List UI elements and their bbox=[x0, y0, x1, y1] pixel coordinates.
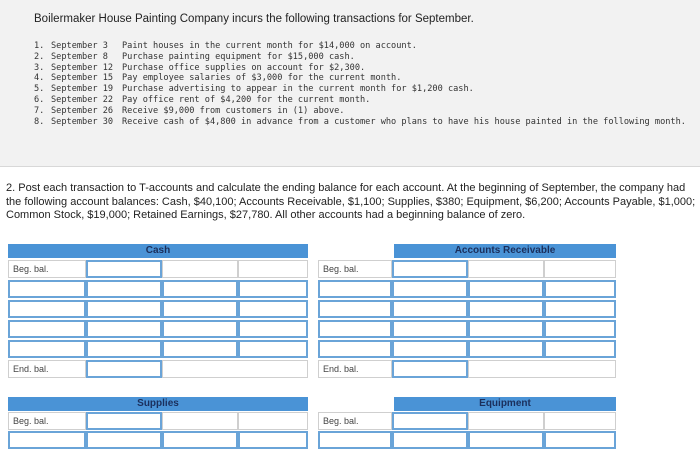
transaction-item bbox=[34, 106, 697, 117]
transaction-number: 5. bbox=[34, 84, 45, 95]
equipment-row-debit-input[interactable] bbox=[392, 431, 468, 449]
ar-entry-input[interactable] bbox=[468, 300, 544, 318]
transaction-date: September 26 bbox=[51, 105, 114, 116]
ar-entry-input[interactable] bbox=[392, 320, 468, 338]
ar-entry-input[interactable] bbox=[544, 340, 616, 358]
cash-entry-input[interactable] bbox=[8, 280, 86, 298]
transaction-text: Purchase advertising to appear in the current month for $1,200 cash. bbox=[122, 84, 474, 95]
ar-beg-credit-cell bbox=[468, 260, 544, 278]
cash-entry-input[interactable] bbox=[162, 320, 238, 338]
transaction-item bbox=[34, 52, 697, 63]
equipment-beg-credit-cell bbox=[468, 412, 544, 430]
ar-beg-debit-input[interactable] bbox=[392, 260, 468, 278]
supplies-row-debit-input[interactable] bbox=[86, 431, 162, 449]
ar-entry-input[interactable] bbox=[468, 340, 544, 358]
ar-entry-input[interactable] bbox=[392, 300, 468, 318]
ar-entry-input[interactable] bbox=[468, 280, 544, 298]
t-account-accounts-receivable bbox=[318, 244, 616, 380]
transaction-date: September 8 bbox=[51, 51, 108, 62]
ar-beg-right-cell bbox=[544, 260, 616, 278]
problem-intro: Boilermaker House Painting Company incurs the following transactions for September. bbox=[34, 13, 474, 25]
cash-entry-input[interactable] bbox=[162, 300, 238, 318]
t-account-header-equipment: Equipment bbox=[394, 397, 616, 411]
ar-entry-input[interactable] bbox=[318, 280, 392, 298]
transaction-text: Pay employee salaries of $3,000 for the current month. bbox=[122, 73, 402, 84]
cash-beg-label-cell bbox=[8, 260, 86, 278]
transaction-text: Receive cash of $4,800 in advance from a customer who plans to have his house painted in the following month. bbox=[122, 116, 686, 127]
cash-entry-input[interactable] bbox=[238, 340, 308, 358]
cash-entry-input[interactable] bbox=[162, 280, 238, 298]
cash-entry-input[interactable] bbox=[86, 300, 162, 318]
transaction-text: Paint houses in the current month for $14,000 on account. bbox=[122, 41, 417, 51]
cash-beg-label: Beg. bal. bbox=[13, 264, 49, 274]
ar-entry-input[interactable] bbox=[392, 340, 468, 358]
ar-entry-input[interactable] bbox=[544, 300, 616, 318]
transaction-item bbox=[34, 41, 697, 52]
cash-entry-input[interactable] bbox=[86, 320, 162, 338]
cash-entry-input[interactable] bbox=[8, 340, 86, 358]
t-account-equipment bbox=[318, 397, 616, 450]
transaction-date: September 12 bbox=[51, 62, 114, 73]
equipment-beg-label-cell bbox=[318, 412, 392, 430]
transaction-date: September 30 bbox=[51, 116, 114, 127]
equipment-row-right-input[interactable] bbox=[544, 431, 616, 449]
ar-entry-input[interactable] bbox=[318, 300, 392, 318]
cash-entry-input[interactable] bbox=[86, 340, 162, 358]
transaction-item bbox=[34, 63, 697, 74]
cash-end-input[interactable] bbox=[86, 360, 162, 378]
ar-entry-input[interactable] bbox=[544, 280, 616, 298]
transaction-text: Pay office rent of $4,200 for the current month. bbox=[122, 94, 371, 105]
cash-entry-input[interactable] bbox=[162, 340, 238, 358]
equipment-row-credit-input[interactable] bbox=[468, 431, 544, 449]
transaction-text: Purchase painting equipment for $15,000 cash. bbox=[122, 51, 355, 62]
question-2-text: 2. Post each transaction to T-accounts and calculate the ending balance for each account. At the beginning of September, the company had the following account balances: Cash, $40,100; Accounts Receivable, $1,100; Supplies, $380; Equipment, $6,200; Accounts Payable, $1,000; Common Stock, $19,000; Retained Earnings, $27,780. All other accounts had a beginning balance of zero. bbox=[6, 182, 696, 221]
cash-end-label-cell bbox=[8, 360, 86, 378]
cash-entry-input[interactable] bbox=[238, 300, 308, 318]
transaction-number: 6. bbox=[34, 94, 45, 105]
transaction-number: 3. bbox=[34, 62, 45, 73]
supplies-beg-right-cell bbox=[238, 412, 308, 430]
cash-end-right-cell bbox=[162, 360, 308, 378]
ar-beg-label-cell bbox=[318, 260, 392, 278]
transaction-number: 8. bbox=[34, 116, 45, 127]
equipment-beg-right-cell bbox=[544, 412, 616, 430]
cash-beg-credit-cell bbox=[162, 260, 238, 278]
cash-beg-debit-input[interactable] bbox=[86, 260, 162, 278]
cash-beg-right-cell bbox=[238, 260, 308, 278]
ar-entry-input[interactable] bbox=[318, 340, 392, 358]
transaction-number: 2. bbox=[34, 51, 45, 62]
t-account-supplies bbox=[8, 397, 308, 450]
supplies-beg-label-cell bbox=[8, 412, 86, 430]
t-account-header-supplies: Supplies bbox=[8, 397, 308, 411]
equipment-beg-label: Beg. bal. bbox=[323, 416, 359, 426]
cash-entry-input[interactable] bbox=[238, 280, 308, 298]
transaction-item bbox=[34, 117, 697, 128]
ar-end-label-cell bbox=[318, 360, 392, 378]
supplies-row-input[interactable] bbox=[8, 431, 86, 449]
ar-end-right-cell bbox=[468, 360, 616, 378]
transaction-date: September 15 bbox=[51, 73, 114, 84]
supplies-row-credit-input[interactable] bbox=[162, 431, 238, 449]
ar-entry-input[interactable] bbox=[392, 280, 468, 298]
transaction-text: Receive $9,000 from customers in (1) above. bbox=[122, 105, 345, 116]
supplies-row-right-input[interactable] bbox=[238, 431, 308, 449]
equipment-beg-debit-input[interactable] bbox=[392, 412, 468, 430]
problem-statement bbox=[0, 0, 700, 167]
ar-entry-input[interactable] bbox=[468, 320, 544, 338]
cash-entry-input[interactable] bbox=[86, 280, 162, 298]
equipment-row-input[interactable] bbox=[318, 431, 392, 449]
transaction-item bbox=[34, 84, 697, 95]
ar-entry-input[interactable] bbox=[318, 320, 392, 338]
ar-end-label: End. bal. bbox=[323, 364, 359, 374]
transaction-item bbox=[34, 95, 697, 106]
t-account-header-accounts-receivable: Accounts Receivable bbox=[394, 244, 616, 258]
supplies-beg-credit-cell bbox=[162, 412, 238, 430]
cash-entry-input[interactable] bbox=[8, 300, 86, 318]
ar-end-input[interactable] bbox=[392, 360, 468, 378]
transaction-number: 7. bbox=[34, 105, 45, 116]
transaction-item bbox=[34, 73, 697, 84]
transaction-list bbox=[34, 41, 697, 127]
t-account-cash bbox=[8, 244, 308, 380]
ar-entry-input[interactable] bbox=[544, 320, 616, 338]
transaction-date: September 19 bbox=[51, 84, 114, 95]
ar-beg-label: Beg. bal. bbox=[323, 264, 359, 274]
cash-entry-input[interactable] bbox=[8, 320, 86, 338]
t-account-header-cash: Cash bbox=[8, 244, 308, 258]
supplies-beg-label: Beg. bal. bbox=[13, 416, 49, 426]
transaction-number: 1. bbox=[34, 41, 45, 51]
transaction-date: September 22 bbox=[51, 94, 114, 105]
transaction-number: 4. bbox=[34, 73, 45, 84]
cash-end-label: End. bal. bbox=[13, 364, 49, 374]
transaction-text: Purchase office supplies on account for $2,300. bbox=[122, 62, 366, 73]
supplies-beg-debit-input[interactable] bbox=[86, 412, 162, 430]
cash-entry-input[interactable] bbox=[238, 320, 308, 338]
transaction-date: September 3 bbox=[51, 41, 108, 51]
